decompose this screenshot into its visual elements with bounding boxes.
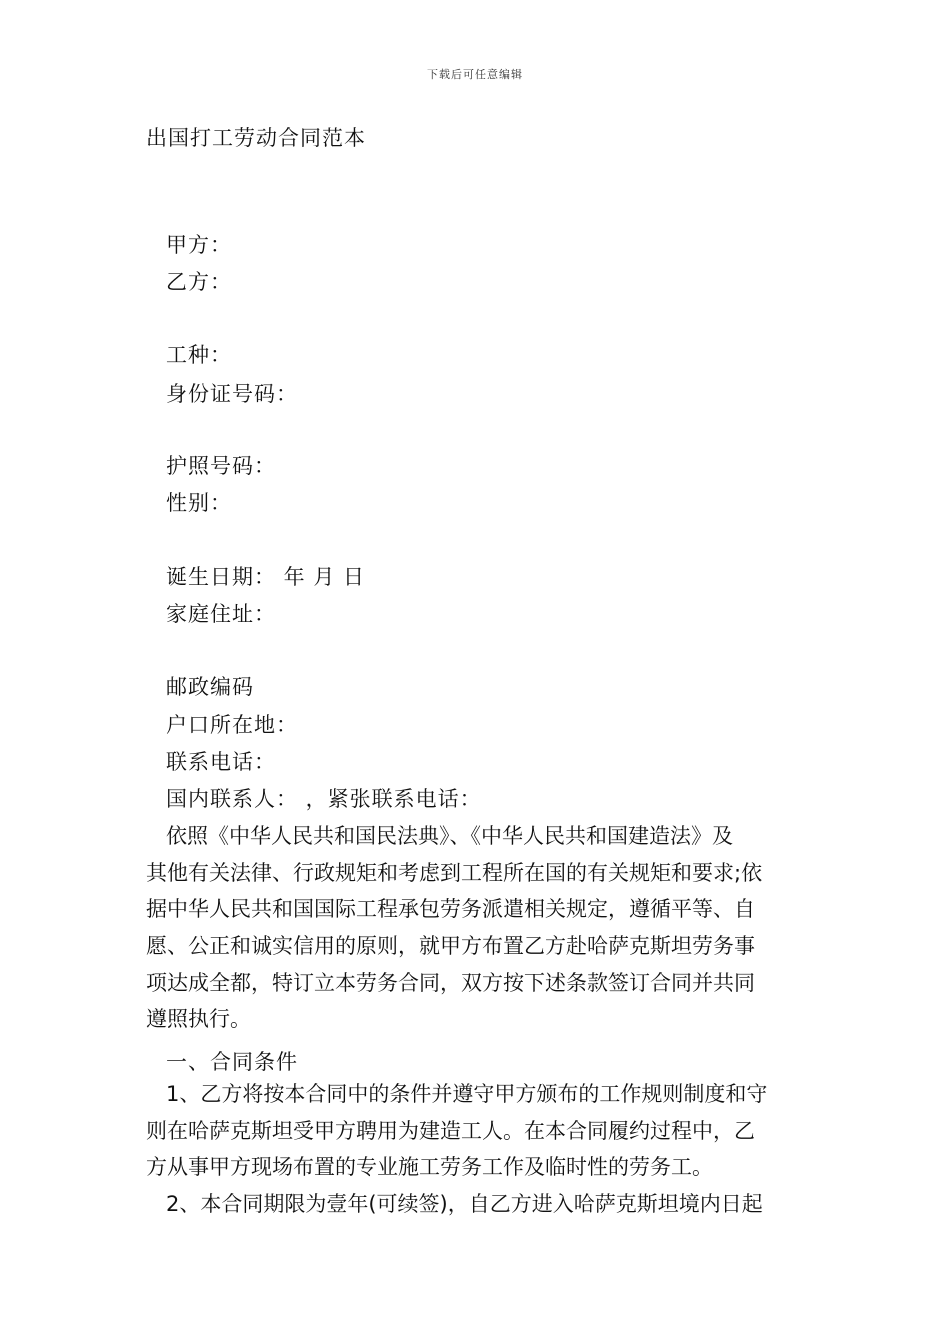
clause-2-paragraph [146,1186,811,1223]
field-home-address: 家庭住址： [166,602,276,626]
field-domestic-contact: 国内联系人： ，紧张联系电话： [166,787,482,811]
intro-line: 依照《中华人民共和国民法典》、《中华人民共和国建造法》及 [166,824,733,848]
field-birth-date: 诞生日期： 年 月 日 [166,565,366,589]
field-passport-number: 护照号码： [166,454,276,478]
clause-1-paragraph [146,1076,811,1186]
field-party-b: 乙方： [166,270,232,294]
intro-line: 愿、公正和诚实信用的原则，就甲方布置乙方赴哈萨克斯坦劳务事 [146,934,755,959]
field-party-a: 甲方： [166,233,232,257]
intro-line: 遵照执行。 [146,1007,251,1032]
field-id-number: 身份证号码： [166,382,298,406]
intro-line: 项达成全都，特订立本劳务合同，双方按下述条款签订合同并共同 [146,970,755,995]
field-gender: 性别： [166,491,232,515]
document-title: 出国打工劳动合同范本 [146,126,366,150]
clause-line: 方从事甲方现场布置的专业施工劳务工作及临时性的劳务工。 [146,1155,713,1180]
section-heading-contract-conditions: 一、合同条件 [166,1050,298,1074]
field-postal-code: 邮政编码 [166,675,254,699]
field-phone: 联系电话： [166,750,276,774]
page-header: 下载后可任意编辑 [427,68,523,81]
clause-line: 1、乙方将按本合同中的条件并遵守甲方颁布的工作规则制度和守 [166,1082,768,1106]
clause-line: 则在哈萨克斯坦受甲方聘用为建造工人。在本合同履约过程中，乙 [146,1118,755,1143]
intro-line: 其他有关法律、行政规矩和考虑到工程所在国的有关规矩和要求;依 [146,860,763,885]
clause-line: 2、本合同期限为壹年(可续签)，自乙方进入哈萨克斯坦境内日起 [166,1192,763,1216]
intro-paragraph [146,818,811,1038]
field-job-type: 工种： [166,343,232,367]
intro-line: 据中华人民共和国国际工程承包劳务派遣相关规定，遵循平等、自 [146,897,755,922]
field-household-registration: 户口所在地： [166,713,298,737]
